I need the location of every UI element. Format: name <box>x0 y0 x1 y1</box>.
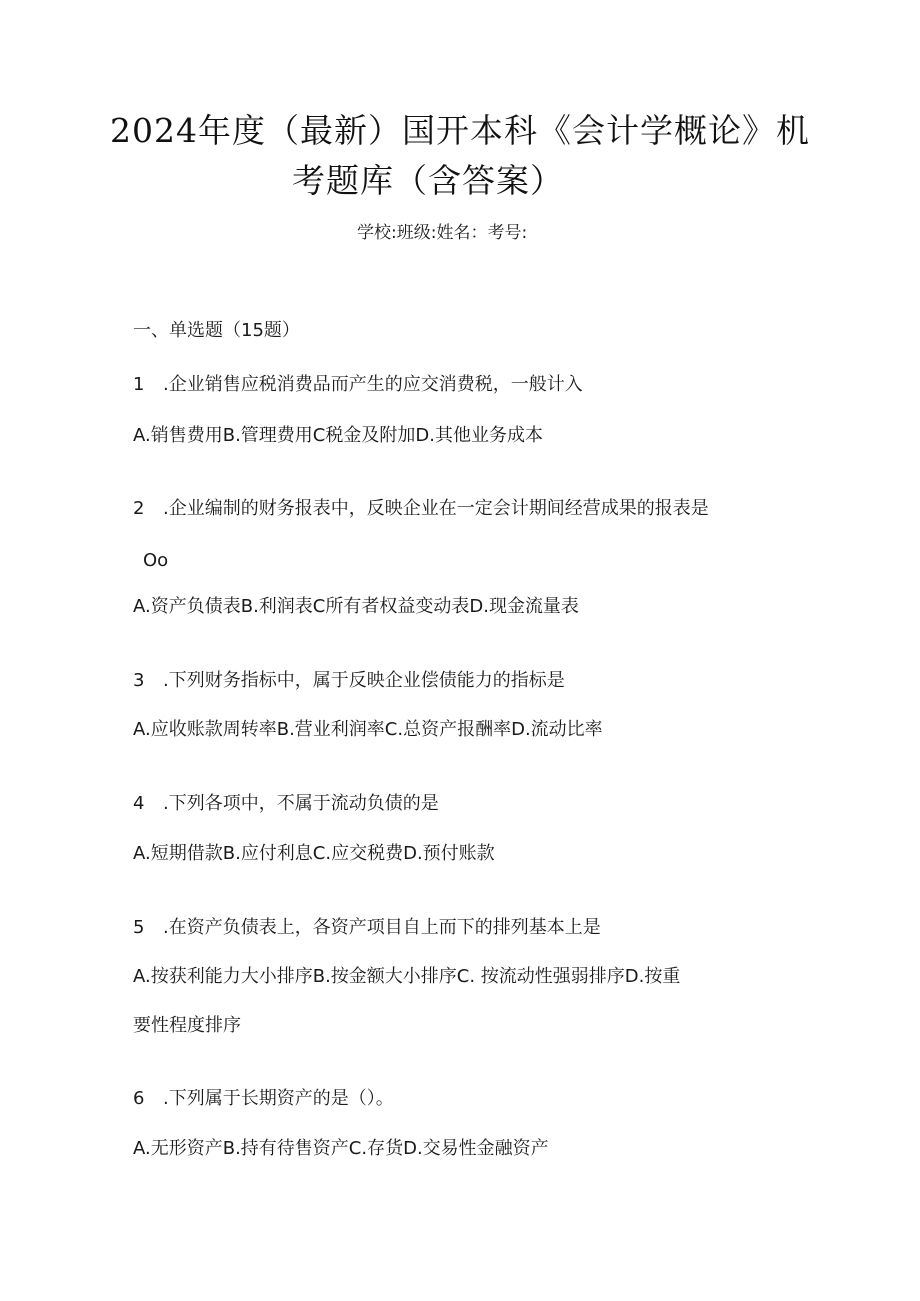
question-4 <box>133 791 439 817</box>
question-1-options: A.销售费用B.管理费用C税金及附加D.其他业务成本 <box>133 425 543 446</box>
question-number: 4 <box>133 793 145 814</box>
question-2 <box>133 496 709 522</box>
question-2-text-continued: Oo <box>143 550 169 571</box>
question-text: .下列财务指标中，属于反映企业偿债能力的指标是 <box>163 670 565 691</box>
question-6 <box>133 1086 394 1112</box>
document-title-line2: 考题库（含答案） <box>292 161 564 200</box>
question-5 <box>133 915 601 941</box>
question-text: .在资产负债表上，各资产项目自上而下的排列基本上是 <box>163 917 601 938</box>
question-5-options-continued: 要性程度排序 <box>133 1015 241 1036</box>
question-text: .企业销售应税消费品而产生的应交消费税，一般计入 <box>163 374 583 395</box>
question-1 <box>133 372 583 398</box>
question-number: 3 <box>133 670 145 691</box>
question-4-options: A.短期借款B.应付利息C.应交税费D.预付账款 <box>133 843 495 864</box>
question-text: .下列属于长期资产的是（）。 <box>163 1088 394 1109</box>
document-title-line1: 2024年度（最新）国开本科《会计学概论》机 <box>110 111 810 150</box>
question-3 <box>133 668 565 694</box>
question-text: .下列各项中，不属于流动负债的是 <box>163 793 439 814</box>
question-5-options: A.按获利能力大小排序B.按金额大小排序C. 按流动性强弱排序D.按重 <box>133 966 681 987</box>
question-number: 6 <box>133 1088 145 1109</box>
question-number: 2 <box>133 498 145 519</box>
section-heading: 一、单选题（15题） <box>133 320 300 341</box>
question-2-options: A.资产负债表B.利润表C所有者权益变动表D.现金流量表 <box>133 596 579 617</box>
student-info-line: 学校:班级:姓名：考号: <box>357 223 528 243</box>
question-text: .企业编制的财务报表中，反映企业在一定会计期间经营成果的报表是 <box>163 498 709 519</box>
question-number: 5 <box>133 917 145 938</box>
question-number: 1 <box>133 374 145 395</box>
question-6-options: A.无形资产B.持有待售资产C.存货D.交易性金融资产 <box>133 1138 549 1159</box>
question-3-options: A.应收账款周转率B.营业利润率C.总资产报酬率D.流动比率 <box>133 719 603 740</box>
